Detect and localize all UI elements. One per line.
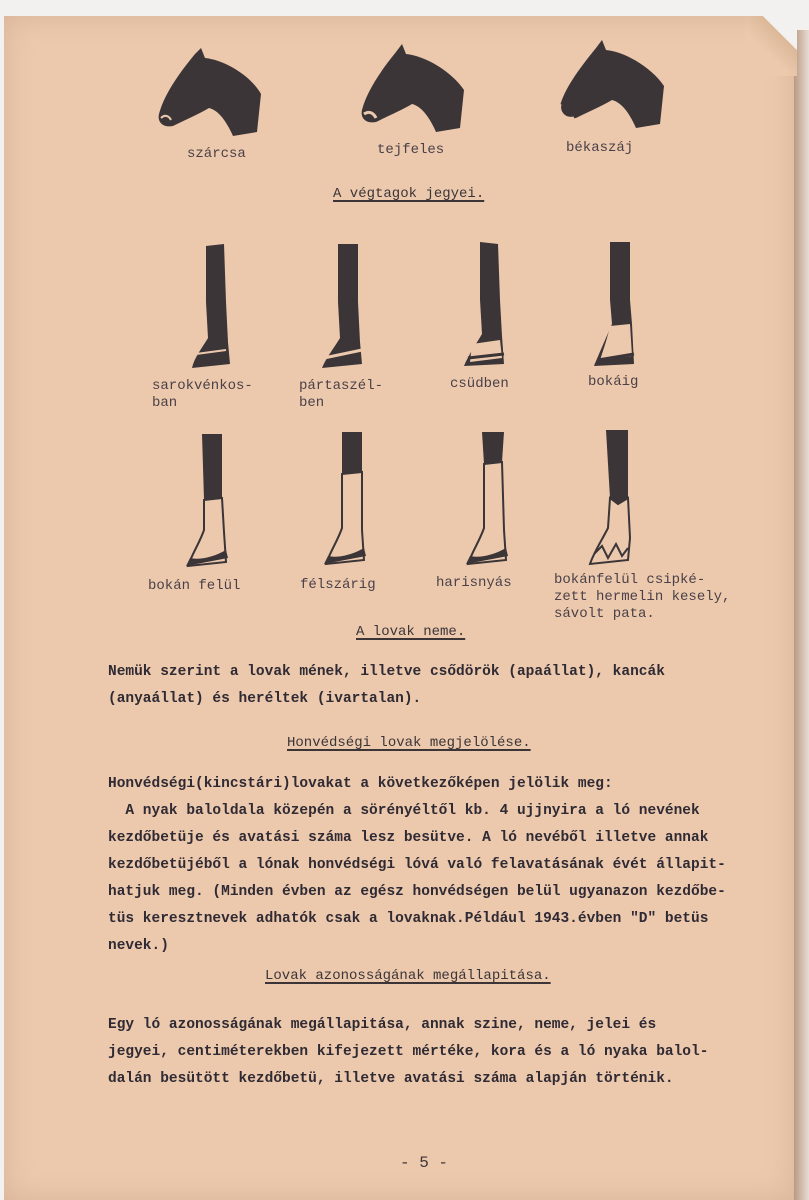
limb-felszarig-image <box>320 430 374 570</box>
horse-head-tejfeles-image <box>356 44 468 136</box>
limb-label-2: pártaszél- ben <box>299 378 384 411</box>
folded-corner <box>745 16 797 76</box>
page-number: - 5 - <box>400 1154 449 1172</box>
head-label-1: szárcsa <box>187 146 246 162</box>
sex-section-title: A lovak neme. <box>356 624 466 640</box>
limb-bokaig-image <box>590 240 640 370</box>
limb-bokanfelul-csipkezett-image <box>588 428 642 568</box>
limb-harisnyas-image <box>462 430 516 570</box>
head-label-2: tejfeles <box>377 142 445 158</box>
limb-label-6: félszárig <box>300 577 376 593</box>
head-label-3: békaszáj <box>566 140 634 156</box>
sex-section-text: Nemük szerint a lovak mének, illetve csődörök (apaállat), kancák (anyaállat) és heréltek (ivartalan). <box>108 664 665 707</box>
page-edge-shadow <box>794 30 809 1200</box>
horse-head-bekaszaj-image <box>554 40 668 132</box>
army-section-text: Honvédségi(kincstári)lovakat a következőképen jelölik meg: A nyak baloldala közepén a sörényéltől kb. 4 ujjnyira a ló nevének kezdőbetüje és avatási száma lesz besütve. A ló nevéből illetve annak kezdőbetüjéből a lónak honvédségi lóvá való felavatásának évét állapit- hatjuk meg. (Minden évben az egész honvédségen belül ugyanazon kezdőbe- tüs keresztnevek adhatók csak a lovaknak.Például 1943.évben "D" betüs nevek.) <box>108 776 726 954</box>
limb-section-title: A végtagok jegyei. <box>333 186 485 202</box>
limb-label-3: csüdben <box>450 376 509 392</box>
limb-bokan-felul-image <box>182 432 236 572</box>
limb-label-5: bokán felül <box>148 578 241 594</box>
limb-label-7: harisnyás <box>436 575 512 591</box>
limb-partaszelben-image <box>318 242 368 372</box>
limb-sarokvenkosban-image <box>186 242 236 372</box>
limb-label-8: bokánfelül csipké- zett hermelin kesely, sávolt pata. <box>554 572 731 622</box>
horse-head-szarcsa-image <box>155 48 267 140</box>
limb-csudben-image <box>460 240 510 370</box>
limb-label-4: bokáig <box>588 374 639 390</box>
identity-section-title: Lovak azonosságának megállapitása. <box>265 968 551 984</box>
army-section-title: Honvédségi lovak megjelölése. <box>287 735 531 751</box>
limb-label-1: sarokvénkos- ban <box>152 378 253 411</box>
identity-section-text: Egy ló azonosságának megállapitása, annak szine, neme, jelei és jegyei, centiméterekben kifejezett mértéke, kora és a ló nyaka balol- dalán besütött kezdőbetü, illetve avatási száma alapján történik. <box>108 1017 709 1087</box>
